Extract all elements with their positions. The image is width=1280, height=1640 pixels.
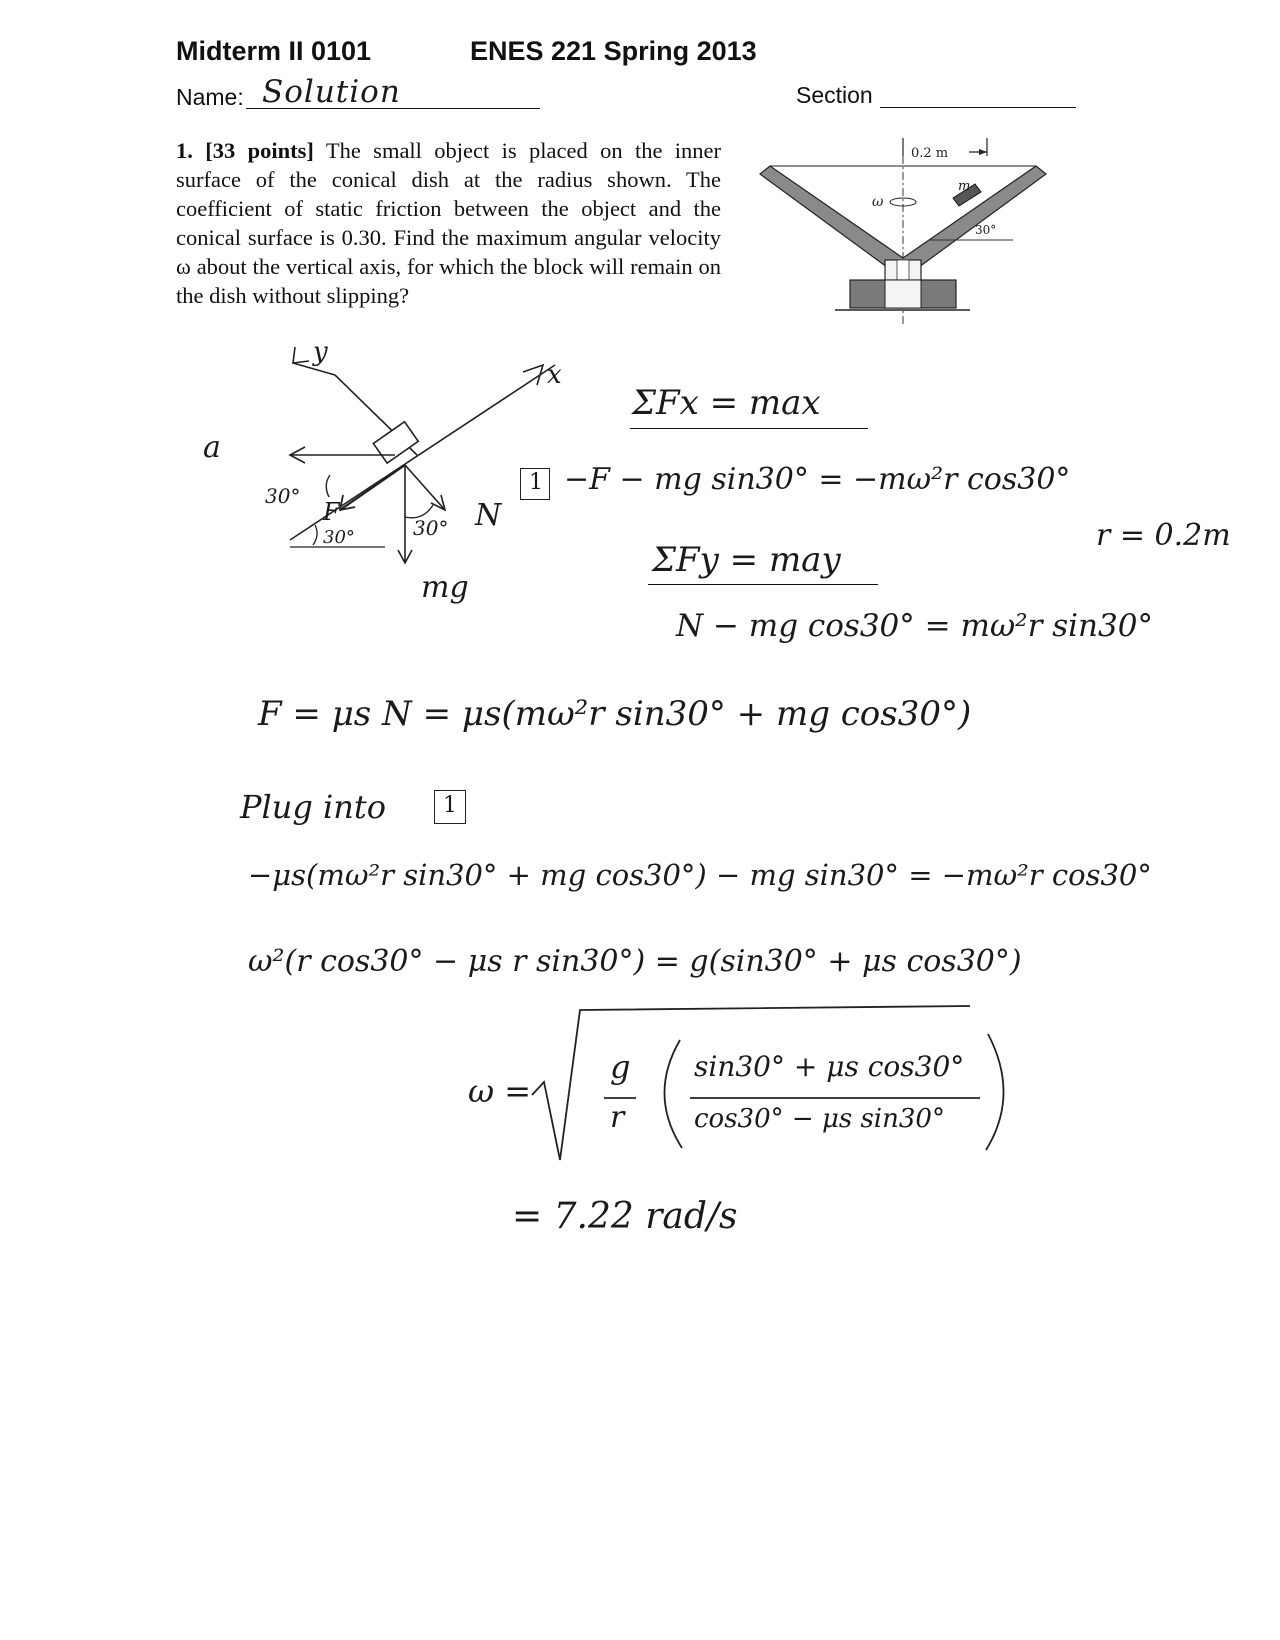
problem-number: 1. [33 points]	[176, 138, 314, 163]
problem-text: The small object is placed on the inner surface of the conical dish at the radius shown. The coefficient of static friction between the object and the conical surface is 0.30. Find the maximum angular velocity ω about the vertical axis, for which the block will remain on the dish without slipping?	[176, 138, 722, 308]
equation-box-1-ref-label: 1	[443, 793, 457, 818]
fraction-denominator: cos30° − μs sin30°	[694, 1104, 945, 1134]
normal-arrow-line	[405, 465, 445, 510]
fbd-y-label: y	[313, 337, 328, 367]
left-paren	[664, 1040, 682, 1148]
course-title: ENES 221 Spring 2013	[470, 36, 757, 66]
omega-label: ω	[872, 194, 884, 210]
section-label: Section	[796, 82, 873, 108]
sum-fx-equation: ΣFx = max	[632, 383, 821, 423]
fbd-a-label: a	[203, 430, 221, 465]
mass-label: m	[958, 179, 971, 194]
base-insert	[885, 280, 921, 308]
dim-arrow-head	[979, 149, 987, 155]
dimension-label: 0.2 m	[911, 146, 949, 161]
rearranged-equation: ω²(r cos30° − μs r sin30°) = g(sin30° + μs cos30°)	[248, 944, 1022, 979]
plug-text: Plug into	[240, 788, 386, 826]
fbd-n-label: N	[475, 498, 502, 533]
g-numerator: g	[610, 1048, 631, 1086]
free-body-diagram	[195, 335, 575, 625]
friction-arrow-line	[340, 465, 405, 510]
final-answer: = 7.22 rad/s	[512, 1196, 738, 1237]
fbd-f-label: F	[323, 498, 340, 526]
omega-lhs: ω =	[468, 1072, 532, 1110]
fbd-x-label: x	[547, 360, 562, 390]
y-axis-arrow	[293, 347, 309, 363]
sqrt-sign	[530, 1000, 1010, 1170]
problem-statement	[176, 136, 721, 310]
fbd-angle-n: 30°	[413, 516, 449, 540]
name-value: Solution	[262, 74, 401, 110]
r-denominator: r	[610, 1100, 625, 1135]
sum-fy-underline	[648, 584, 878, 585]
fbd-angle-f: 30°	[323, 527, 355, 548]
section-underline	[880, 107, 1076, 108]
angle-arc-a	[326, 475, 330, 497]
radius-value: r = 0.2m	[1096, 518, 1231, 553]
x-axis-arrow	[523, 365, 543, 385]
friction-equation: F = μs N = μs(mω²r sin30° + mg cos30°)	[258, 694, 972, 734]
equation-box-1-label: 1	[529, 470, 543, 495]
sum-fx-underline	[630, 428, 868, 429]
plug-equation: −μs(mω²r sin30° + mg cos30°) − mg sin30° = −mω²r cos30°	[248, 858, 1152, 892]
sum-fy-equation: ΣFy = may	[652, 540, 841, 580]
fbd-angle-a: 30°	[265, 484, 301, 508]
angle-arc-f	[313, 525, 317, 545]
course-section: Midterm II 0101	[176, 36, 372, 66]
right-paren	[986, 1034, 1004, 1150]
conical-dish-figure	[755, 130, 1055, 330]
fbd-block	[373, 422, 418, 463]
angle-label: 30°	[975, 223, 997, 237]
fraction-numerator: sin30° + μs cos30°	[694, 1050, 965, 1083]
fbd-mg-label: mg	[421, 570, 469, 605]
equation-2: N − mg cos30° = mω²r sin30°	[676, 608, 1153, 644]
equation-1: −F − mg sin30° = −mω²r cos30°	[564, 462, 1071, 497]
name-label: Name:	[176, 84, 244, 110]
